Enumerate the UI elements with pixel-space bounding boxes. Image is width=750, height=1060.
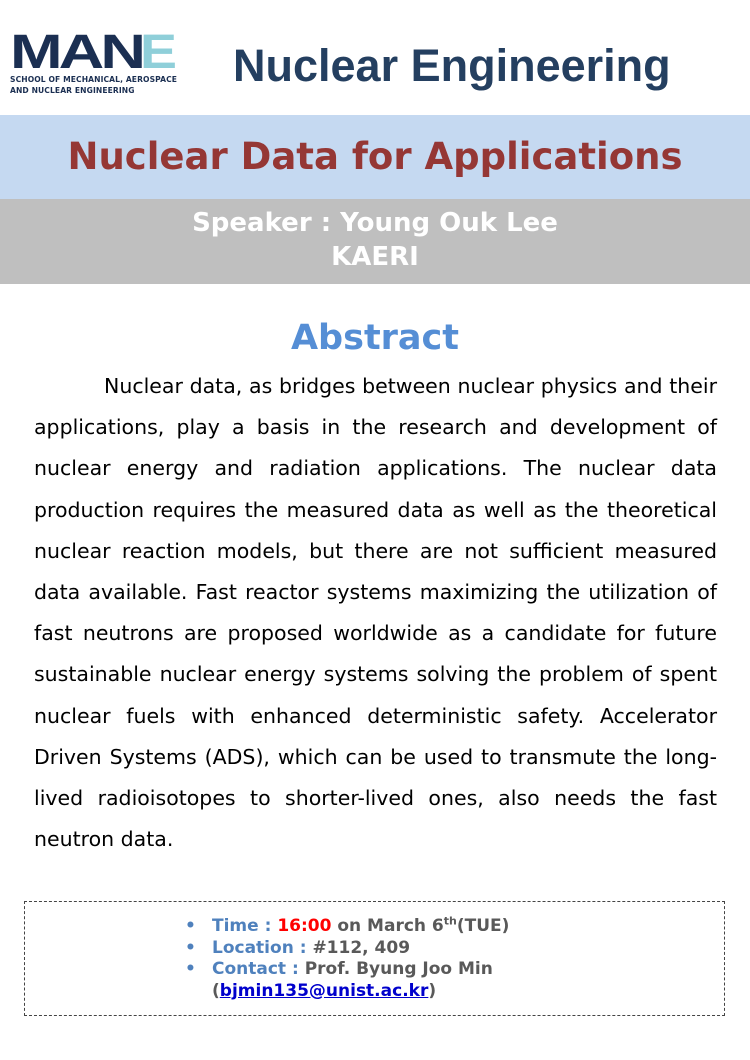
header (0, 0, 750, 115)
time-value: 16:00 (277, 916, 332, 936)
contact-email-link[interactable]: bjmin135@unist.ac.kr (219, 980, 429, 1001)
svg-text:MAN: MAN (10, 30, 143, 72)
talk-title: Nuclear Data for Applications (67, 135, 683, 178)
email-item (185, 981, 509, 1003)
speaker-affiliation: KAERI (331, 242, 419, 272)
contact-value: Prof. Byung Joo Min (304, 959, 493, 979)
svg-text:E: E (140, 30, 177, 72)
mane-logo (10, 30, 180, 102)
contact-item (185, 959, 509, 981)
time-item (185, 916, 509, 938)
event-info-list (185, 916, 509, 1002)
paren-close: ) (428, 980, 437, 1001)
location-value: #112, 409 (312, 937, 411, 958)
abstract-heading: Abstract (290, 318, 460, 358)
date-suffix: th (443, 914, 457, 928)
location-item (185, 938, 509, 960)
contact-label: Contact : (212, 959, 305, 979)
date-value: on March 6 (331, 916, 444, 936)
department-title: Nuclear Engineering (233, 40, 671, 91)
location-label: Location : (212, 937, 313, 958)
speaker-name: Speaker : Young Ouk Lee (192, 208, 558, 238)
bullet-icon: • (185, 937, 196, 958)
speaker-band (0, 199, 750, 284)
bullet-icon: • (185, 959, 196, 979)
event-info-box (24, 901, 725, 1016)
time-label: Time : (212, 916, 278, 936)
paren-open: ( (212, 980, 220, 1001)
abstract-body: Nuclear data, as bridges between nuclear physics and their applications, play a basis in the research and development of nuclear energy and radiation applications. The nuclear data production requires the measured data as well as the theoretical nuclear reaction models, but there are not sufficient measured data available. Fast reactor systems maximizing the utilization of fast neutrons are proposed worldwide as a candidate for future sustainable nuclear energy systems solving the problem of spent nuclear fuels with enhanced deterministic safety. Accelerator Driven Systems (ADS), which can be used to transmute the long-lived radioisotopes to shorter-lived ones, also needs the fast neutron data. (34, 374, 717, 852)
title-band (0, 115, 750, 199)
bullet-icon: • (185, 916, 196, 936)
day-value: (TUE) (456, 916, 510, 936)
logo-subtitle: SCHOOL OF MECHANICAL, AEROSPACE AND NUCLEAR ENGINEERING (10, 75, 178, 95)
